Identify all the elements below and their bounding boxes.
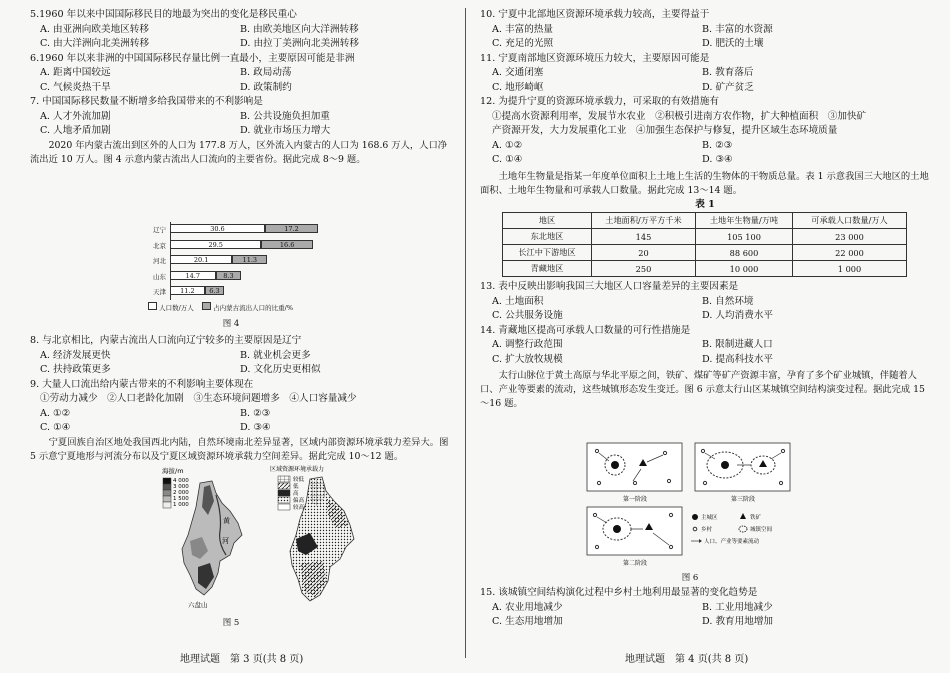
intro-15-16: 太行山脉位于黄土高原与华北平原之间，铁矿、煤矿等矿产资源丰富，孕育了多个矿业城镇，伴随着人口、产业等要素的流动，这些城镇形态发生变迁。图 6 示意太行山区某城镇空间结构演变过程。据此完成 15～16 题。 bbox=[480, 370, 925, 409]
q11-option-a: A. 交通闭塞 bbox=[492, 67, 544, 78]
question-9-items: ①劳动力减少 ②人口老龄化加剧 ③生态环境问题增多 ④人口容量减少 bbox=[40, 393, 357, 404]
q5-option-d: D. 由拉丁美洲向北美洲转移 bbox=[240, 38, 359, 49]
table-row bbox=[503, 261, 907, 277]
question-14-options bbox=[492, 338, 930, 367]
question-12: 12. 为提升宁夏的资源环境承载力，可采取的有效措施有 bbox=[480, 96, 719, 107]
bar-population: 14.7 bbox=[170, 271, 216, 280]
legend-town-space: 城镇空间 bbox=[750, 527, 773, 533]
intro-8-9: 2020 年内蒙古流出到区外的人口为 177.8 万人，区外流入内蒙古的人口为 168.6 万人，人口净流出近 10 万人。图 4 示意内蒙古流出人口流向的主要省份。据此完成 8～9 题。 bbox=[30, 139, 448, 165]
q11-option-b: B. 教育落后 bbox=[702, 67, 754, 78]
table-cell: 10 000 bbox=[696, 261, 793, 277]
question-9-options bbox=[40, 407, 455, 436]
bar-share: 8.3 bbox=[216, 271, 242, 280]
bar-share: 17.2 bbox=[265, 224, 318, 233]
q5-option-c: C. 由大洋洲向北美洲转移 bbox=[40, 38, 150, 49]
q6-option-b: B. 政局动荡 bbox=[240, 67, 292, 78]
q8-option-b: B. 就业机会更多 bbox=[240, 349, 311, 361]
question-8-options bbox=[40, 349, 455, 378]
table-cell: 22 000 bbox=[793, 245, 907, 261]
stage-1-panel bbox=[587, 443, 682, 503]
label-liupan-mountain: 六盘山 bbox=[188, 601, 208, 609]
elevation-legend-title: 海拔/m bbox=[162, 467, 184, 475]
q7-option-b: B. 公共设施负担加重 bbox=[240, 110, 330, 122]
y-tick-label: 辽宁 bbox=[153, 226, 166, 234]
question-12-options bbox=[492, 139, 930, 168]
page-divider bbox=[465, 8, 466, 658]
q6-option-c: C. 气候炎热干旱 bbox=[40, 81, 111, 93]
q13-option-a: A. 土地面积 bbox=[492, 295, 544, 307]
page-3 bbox=[0, 0, 462, 673]
question-9: 9. 大量人口流出给内蒙古带来的不利影响主要体现在 bbox=[30, 378, 254, 390]
q14-option-c: C. 扩大放牧规模 bbox=[492, 353, 563, 365]
q15-option-a: A. 农业用地减少 bbox=[492, 601, 563, 613]
stage-2-panel bbox=[587, 507, 682, 567]
table-cell: 长江中下游地区 bbox=[503, 245, 592, 261]
q13-option-b: B. 自然环境 bbox=[702, 295, 754, 307]
q9-option-a: A. ①② bbox=[40, 407, 71, 419]
bar-share: 16.6 bbox=[261, 240, 312, 249]
q6-option-d: D. 政策制约 bbox=[240, 81, 292, 93]
y-tick-label: 山东 bbox=[153, 272, 166, 281]
q10-option-b: B. 丰富的水资源 bbox=[702, 23, 773, 35]
question-7-options bbox=[40, 110, 455, 139]
bar-population: 29.5 bbox=[170, 240, 261, 249]
q12-option-b: B. ②③ bbox=[702, 139, 733, 151]
question-6-options bbox=[40, 66, 455, 95]
legend-iron-mine: 铁矿 bbox=[750, 515, 762, 521]
q10-option-d: D. 肥沃的土壤 bbox=[702, 38, 764, 49]
table-header-row bbox=[503, 213, 907, 229]
q15-option-b: B. 工业用地减少 bbox=[702, 601, 773, 613]
q14-option-d: D. 提高科技水平 bbox=[702, 353, 774, 365]
stage-3-panel bbox=[695, 443, 790, 503]
table-cell: 23 000 bbox=[793, 229, 907, 245]
figure-4-caption: 图 4 bbox=[222, 319, 240, 329]
elev-tick-4: 1 500 bbox=[173, 496, 189, 502]
q10-option-a: A. 丰富的热量 bbox=[492, 23, 553, 35]
question-10-options bbox=[492, 23, 930, 52]
legend-village: 乡村 bbox=[701, 527, 713, 533]
q10-option-c: C. 充足的光照 bbox=[492, 38, 554, 49]
q13-option-d: D. 人均消费水平 bbox=[702, 310, 774, 321]
question-5: 5.1960 年以来中国国际移民目的地最为突出的变化是移民重心 bbox=[30, 9, 297, 20]
q8-option-d: D. 文化历史更相似 bbox=[240, 364, 321, 375]
bar-population: 30.6 bbox=[170, 224, 265, 233]
figure-4-legend bbox=[148, 302, 293, 312]
cap-legend-4: 偏高 bbox=[293, 498, 305, 504]
q7-option-c: C. 人地矛盾加剧 bbox=[40, 125, 111, 136]
figure-5-caption: 图 5 bbox=[222, 618, 240, 628]
figure-4-chart bbox=[140, 222, 370, 318]
question-15-options bbox=[492, 601, 930, 630]
q6-option-a: A. 距离中国较远 bbox=[40, 67, 111, 78]
figure-6 bbox=[585, 441, 795, 571]
table-cell: 1 000 bbox=[793, 261, 907, 277]
stage-3-label: 第三阶段 bbox=[730, 496, 756, 503]
table-1 bbox=[502, 212, 907, 277]
ningxia-terrain-map bbox=[182, 481, 242, 609]
q13-option-c: C. 公共服务设施 bbox=[492, 310, 563, 321]
figure-6-legend bbox=[691, 513, 773, 545]
table-cell: 105 100 bbox=[696, 229, 793, 245]
q11-option-d: D. 矿产贫乏 bbox=[702, 81, 754, 93]
q12-option-c: C. ①④ bbox=[492, 154, 523, 165]
ningxia-capacity-map bbox=[290, 477, 354, 601]
elev-tick-2: 3 000 bbox=[173, 484, 189, 490]
q12-option-d: D. ③④ bbox=[702, 154, 733, 165]
question-11: 11. 宁夏南部地区资源环境压力较大，主要原因可能是 bbox=[480, 52, 710, 64]
question-6: 6.1960 年以来非洲的中国国际移民存量比例一直最小，主要原因可能是非洲 bbox=[30, 52, 355, 64]
figure-5 bbox=[160, 463, 410, 613]
y-axis-line bbox=[170, 222, 171, 300]
question-10: 10. 宁夏中北部地区资源环境承载力较高，主要得益于 bbox=[480, 9, 710, 20]
table-row bbox=[503, 245, 907, 261]
label-river: 河 bbox=[222, 537, 229, 545]
intro-13-14: 土地年生物量是指某一年度单位面积上土地上生活的生物体的干物质总量。表 1 示意我国三大地区的土地面积、土地年生物量和可承载人口数量。据此完成 13～14 题。 bbox=[480, 170, 929, 196]
q14-option-a: A. 调整行政范围 bbox=[492, 339, 563, 350]
q12-option-a: A. ①② bbox=[492, 139, 523, 151]
q9-option-b: B. ②③ bbox=[240, 407, 271, 419]
table-cell: 东北地区 bbox=[503, 229, 592, 245]
q8-option-a: A. 经济发展更快 bbox=[40, 349, 111, 361]
figure-6-caption: 图 6 bbox=[681, 573, 699, 583]
stage-2-label: 第二阶段 bbox=[622, 560, 648, 567]
question-14: 14. 青藏地区提高可承载人口数量的可行性措施是 bbox=[480, 324, 691, 336]
stage-1-label: 第一阶段 bbox=[622, 496, 648, 503]
table-cell: 青藏地区 bbox=[503, 261, 592, 277]
q5-option-b: B. 由欧美地区向大洋洲转移 bbox=[240, 23, 359, 35]
elev-tick-1: 4 000 bbox=[173, 478, 189, 484]
page-4 bbox=[470, 0, 932, 673]
bar-population: 11.2 bbox=[170, 286, 205, 295]
table-header: 地区 bbox=[503, 213, 592, 229]
cap-legend-2: 低 bbox=[293, 484, 299, 490]
q15-option-c: C. 生态用地增加 bbox=[492, 616, 563, 627]
elev-tick-3: 2 000 bbox=[173, 490, 189, 496]
legend-population: 人口数/万人 bbox=[159, 304, 194, 312]
table-row bbox=[503, 229, 907, 245]
bar-share: 11.3 bbox=[232, 255, 267, 264]
legend-flow: 人口、产业等要素流动 bbox=[704, 539, 760, 545]
table-header: 土地面积/万平方千米 bbox=[592, 213, 696, 229]
table-cell: 88 600 bbox=[696, 245, 793, 261]
question-5-options bbox=[40, 23, 455, 52]
question-11-options bbox=[492, 66, 930, 95]
right-footer: 地理试题 第 4 页(共 8 页) bbox=[625, 654, 749, 665]
cap-legend-1: 较低 bbox=[293, 477, 305, 483]
y-tick-label: 天津 bbox=[153, 288, 166, 296]
cap-legend-3: 高 bbox=[293, 491, 299, 497]
q14-option-b: B. 限制进藏人口 bbox=[702, 339, 773, 350]
q7-option-d: D. 就业市场压力增大 bbox=[240, 125, 331, 136]
y-tick-label: 北京 bbox=[153, 241, 166, 250]
question-12-items-2: 产资源开发，大力发展重化工业 ④加强生态保护与修复，提升区域生态环境质量 bbox=[492, 125, 838, 136]
y-tick-label: 河北 bbox=[153, 257, 166, 265]
legend-share: 占内蒙古流出人口的比重/% bbox=[213, 304, 293, 312]
q5-option-a: A. 由亚洲向欧美地区转移 bbox=[40, 23, 149, 35]
table-cell: 20 bbox=[592, 245, 696, 261]
elev-tick-5: 1 000 bbox=[173, 502, 189, 508]
cap-legend-5: 较高 bbox=[293, 505, 305, 511]
q7-option-a: A. 人才外流加剧 bbox=[40, 110, 111, 122]
left-footer: 地理试题 第 3 页(共 8 页) bbox=[180, 654, 304, 665]
legend-main-city: 主城区 bbox=[701, 515, 718, 521]
question-8: 8. 与北京相比，内蒙古流出人口流向辽宁较多的主要原因是辽宁 bbox=[30, 335, 302, 346]
table-cell: 145 bbox=[592, 229, 696, 245]
question-13: 13. 表中反映出影响我国三大地区人口容量差异的主要因素是 bbox=[480, 281, 739, 292]
q9-option-c: C. ①④ bbox=[40, 422, 71, 433]
bar-population: 20.1 bbox=[170, 255, 232, 264]
intro-10-12: 宁夏回族自治区地处我国西北内陆，自然环境南北差异显著，区域内部资源环境承载力差异大。图 5 示意宁夏地形与河流分布以及宁夏区域资源环境承载力空间差异。据此完成 10～12 题。 bbox=[30, 436, 449, 462]
q11-option-c: C. 地形崎岖 bbox=[492, 81, 544, 93]
table-header: 可承载人口数量/万人 bbox=[793, 213, 907, 229]
q8-option-c: C. 扶持政策更多 bbox=[40, 364, 111, 375]
table-1-title: 表 1 bbox=[695, 198, 715, 210]
question-12-items-1: ①提高水资源利用率，发展节水农业 ②积极引进南方农作物，扩大种植面积 ③加快矿 bbox=[492, 110, 867, 122]
capacity-legend-title: 区域资源环境承载力 bbox=[270, 466, 325, 473]
question-13-options bbox=[492, 295, 930, 324]
q9-option-d: D. ③④ bbox=[240, 422, 271, 433]
question-15: 15. 该城镇空间结构演化过程中乡村土地利用最显著的变化趋势是 bbox=[480, 587, 758, 598]
table-header: 土地年生物量/万吨 bbox=[696, 213, 793, 229]
q15-option-d: D. 教育用地增加 bbox=[702, 616, 774, 627]
label-yellow: 黄 bbox=[223, 517, 230, 525]
question-7: 7. 中国国际移民数量不断增多给我国带来的不利影响是 bbox=[30, 96, 263, 107]
bar-share: 6.3 bbox=[205, 286, 225, 295]
table-cell: 250 bbox=[592, 261, 696, 277]
